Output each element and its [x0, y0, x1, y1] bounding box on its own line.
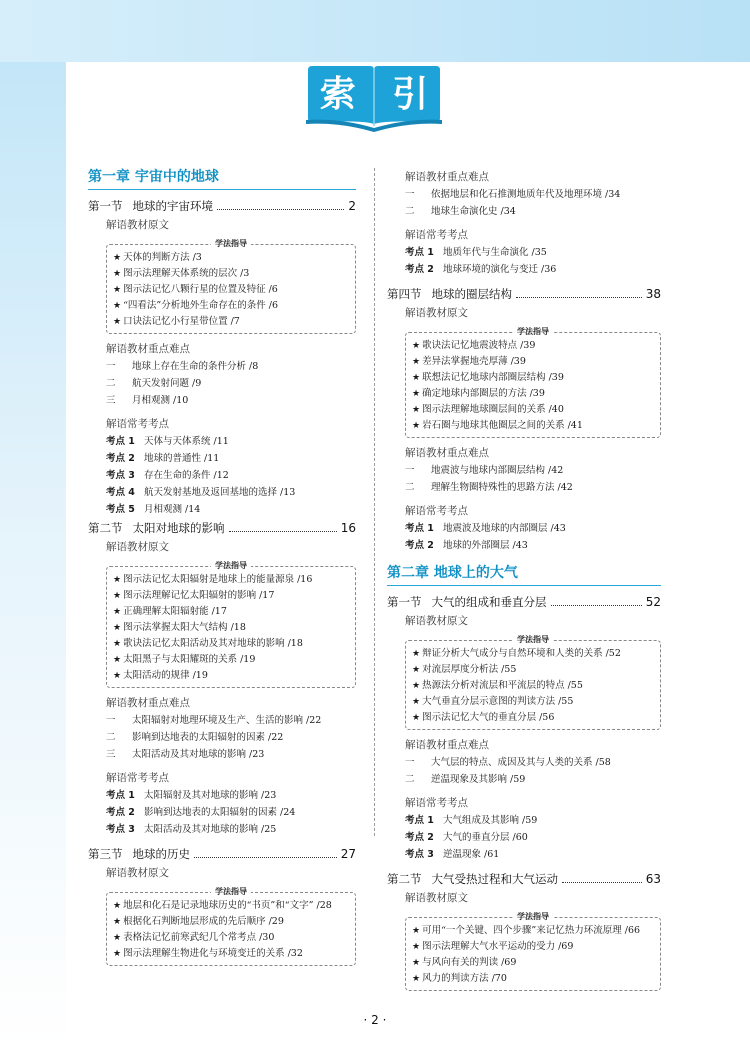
- entry-index: 一: [405, 465, 415, 476]
- entry-text: 逆温现象及其影响 /59: [431, 774, 526, 785]
- guide-item-text: 图示法掌握太阳大气结构 /18: [123, 622, 246, 633]
- guide-item[interactable]: [412, 971, 654, 987]
- exam-point-entry[interactable]: [88, 433, 356, 450]
- method-guide-box: [106, 239, 356, 334]
- exam-point-entry[interactable]: [88, 484, 356, 501]
- star-icon: ★: [412, 974, 421, 984]
- entry-text: 地震波与地球内部圈层结构 /42: [431, 465, 564, 476]
- entry-text: 依据地层和化石推测地质年代及地理环境 /34: [431, 189, 621, 200]
- entry-text: 太阳辐射对地理环境及生产、生活的影响 /22: [132, 715, 322, 726]
- leader-dots: [562, 882, 642, 883]
- entry-text: 大气的垂直分层 /60: [443, 832, 528, 843]
- subheading: 解语教材重点难点: [106, 343, 190, 355]
- star-icon: ★: [113, 317, 122, 327]
- subheading: 解语教材原文: [106, 867, 169, 879]
- entry-text: 太阳辐射及其对地球的影响 /23: [144, 790, 277, 801]
- entry-text: 理解生物圈特殊性的思路方法 /42: [431, 482, 573, 493]
- subheading: 解语教材重点难点: [405, 171, 489, 183]
- guide-item-text: 太阳活动的规律 /19: [123, 670, 208, 681]
- column-divider: [374, 168, 375, 836]
- entry-text: 太阳活动及其对地球的影响 /25: [144, 824, 277, 835]
- guide-item-text: 歌诀法记忆地震波特点 /39: [422, 340, 536, 351]
- guide-item-text: 风力的判读方法 /70: [422, 973, 507, 984]
- guide-item-text: 根据化石判断地层形成的先后顺序 /29: [123, 916, 284, 927]
- exam-point-label: 考点 2: [405, 264, 434, 275]
- entry-index: 三: [106, 395, 116, 406]
- exam-point-label: 考点 1: [405, 247, 434, 258]
- entry-text: 月相观测 /10: [132, 395, 189, 406]
- guide-item-text: 口诀法记忆小行星带位置 /7: [123, 316, 240, 327]
- leader-dots: [551, 605, 642, 606]
- section-entry[interactable]: [88, 844, 356, 864]
- guide-item-text: 差异法掌握地壳厚薄 /39: [422, 356, 526, 367]
- exam-point-label: 考点 2: [405, 540, 434, 551]
- exam-point-label: 考点 2: [106, 453, 135, 464]
- leader-dots: [217, 209, 344, 210]
- exam-point-entry[interactable]: [88, 501, 356, 518]
- exam-point-entry[interactable]: [387, 537, 661, 554]
- exam-point-label: 考点 2: [405, 832, 434, 843]
- section-number: 第一节: [88, 199, 123, 213]
- section-name: 地球的历史: [132, 847, 190, 861]
- star-icon: ★: [113, 901, 122, 911]
- subheading: 解语教材原文: [106, 219, 169, 231]
- key-point-entry[interactable]: [88, 358, 356, 375]
- entry-text: 地球上存在生命的条件分析 /8: [132, 361, 259, 372]
- exam-point-entry[interactable]: [387, 812, 661, 829]
- star-icon: ★: [412, 373, 421, 383]
- star-icon: ★: [412, 942, 421, 952]
- entry-text: 地质年代与生命演化 /35: [443, 247, 547, 258]
- entry-text: 影响到达地表的太阳辐射的因素 /24: [144, 807, 296, 818]
- section-entry[interactable]: [387, 592, 661, 612]
- section-page: 63: [645, 872, 661, 886]
- guide-item[interactable]: [113, 266, 349, 282]
- star-icon: ★: [412, 649, 421, 659]
- subheading: 解语教材原文: [405, 892, 468, 904]
- guide-item[interactable]: [113, 946, 349, 962]
- key-point-entry[interactable]: [387, 203, 661, 220]
- star-icon: ★: [113, 655, 122, 665]
- subheading: 解语常考考点: [405, 797, 468, 809]
- guide-item-text: 歌诀法记忆太阳活动及其对地球的影响 /18: [123, 638, 303, 649]
- guide-item[interactable]: [113, 620, 349, 636]
- guide-item[interactable]: [412, 354, 654, 370]
- leader-dots: [516, 297, 642, 298]
- guide-item[interactable]: [412, 402, 654, 418]
- star-icon: ★: [412, 389, 421, 399]
- section-title: [387, 869, 558, 889]
- star-icon: ★: [113, 591, 122, 601]
- guide-item-text: 热源法分析对流层和平流层的特点 /55: [422, 680, 583, 691]
- guide-item-text: 地层和化石是记录地球历史的“书页”和“文字” /28: [123, 900, 332, 911]
- guide-item-text: 正确理解太阳辐射能 /17: [123, 606, 227, 617]
- exam-point-label: 考点 1: [106, 790, 135, 801]
- subheading: 解语教材重点难点: [106, 697, 190, 709]
- guide-item-text: 可用“一个关键、四个步骤”来记忆热力环流原理 /66: [422, 925, 641, 936]
- method-guide-box: [405, 912, 661, 991]
- key-point-entry[interactable]: [387, 462, 661, 479]
- star-icon: ★: [113, 253, 122, 263]
- leader-dots: [194, 857, 337, 858]
- exam-point-label: 考点 2: [106, 807, 135, 818]
- entry-text: 太阳活动及其对地球的影响 /23: [132, 749, 265, 760]
- guide-item[interactable]: [412, 678, 654, 694]
- method-guide-tag: 学法指导: [513, 634, 553, 646]
- subheading: 解语教材原文: [106, 541, 169, 553]
- key-point-entry[interactable]: [88, 712, 356, 729]
- guide-item[interactable]: [113, 282, 349, 298]
- guide-item[interactable]: [113, 652, 349, 668]
- entry-index: 二: [106, 378, 116, 389]
- method-guide-tag: 学法指导: [513, 911, 553, 923]
- entry-text: 航天发射问题 /9: [132, 378, 202, 389]
- entry-text: 大气层的特点、成因及其与人类的关系 /58: [431, 757, 611, 768]
- entry-index: 三: [106, 749, 116, 760]
- section-page: 38: [645, 287, 661, 301]
- star-icon: ★: [412, 697, 421, 707]
- star-icon: ★: [412, 958, 421, 968]
- guide-item[interactable]: [113, 898, 349, 914]
- section-name: 地球的圈层结构: [431, 287, 512, 301]
- guide-item[interactable]: [412, 694, 654, 710]
- star-icon: ★: [113, 639, 122, 649]
- guide-item[interactable]: [113, 636, 349, 652]
- star-icon: ★: [113, 269, 122, 279]
- star-icon: ★: [113, 607, 122, 617]
- subheading: 解语常考考点: [106, 418, 169, 430]
- title-banner: [304, 62, 444, 132]
- section-title: [387, 592, 547, 612]
- method-guide-box: [106, 561, 356, 688]
- section-number: 第二节: [387, 872, 422, 886]
- star-icon: ★: [113, 623, 122, 633]
- guide-item[interactable]: [412, 939, 654, 955]
- entry-index: 二: [405, 482, 415, 493]
- exam-point-label: 考点 1: [405, 815, 434, 826]
- entry-text: 航天发射基地及返回基地的选择 /13: [144, 487, 296, 498]
- method-guide-tag: 学法指导: [211, 560, 251, 572]
- entry-index: 二: [405, 206, 415, 217]
- guide-item-text: 图示法理解生物进化与环境变迁的关系 /32: [123, 948, 303, 959]
- entry-index: 一: [405, 189, 415, 200]
- exam-point-label: 考点 3: [106, 470, 135, 481]
- exam-point-entry[interactable]: [387, 520, 661, 537]
- guide-item-text: 图示法记忆八颗行星的位置及特征 /6: [123, 284, 278, 295]
- guide-item[interactable]: [412, 955, 654, 971]
- guide-item-text: 图示法理解大气水平运动的受力 /69: [422, 941, 574, 952]
- guide-item[interactable]: [113, 250, 349, 266]
- section-name: 大气的组成和垂直分层: [431, 595, 547, 609]
- leader-dots: [229, 531, 337, 532]
- section-number: 第四节: [387, 287, 422, 301]
- guide-item-text: 图示法理解记忆太阳辐射的影响 /17: [123, 590, 275, 601]
- key-point-entry[interactable]: [387, 186, 661, 203]
- entry-text: 逆温现象 /61: [443, 849, 500, 860]
- guide-item-text: 图示法理解天体系统的层次 /3: [123, 268, 250, 279]
- exam-point-entry[interactable]: [387, 829, 661, 846]
- guide-item-text: 联想法记忆地球内部圈层结构 /39: [422, 372, 564, 383]
- section-number: 第二节: [88, 521, 123, 535]
- star-icon: ★: [113, 933, 122, 943]
- star-icon: ★: [412, 341, 421, 351]
- subheading: 解语教材重点难点: [405, 739, 489, 751]
- chapter-heading: 第二章 地球上的大气: [387, 564, 661, 586]
- guide-item[interactable]: [113, 930, 349, 946]
- section-name: 地球的宇宙环境: [132, 199, 213, 213]
- key-point-entry[interactable]: [387, 754, 661, 771]
- section-page: 27: [340, 847, 356, 861]
- exam-point-entry[interactable]: [88, 467, 356, 484]
- guide-item-text: 与风向有关的判读 /69: [422, 957, 517, 968]
- entry-text: 地球环境的演化与变迁 /36: [443, 264, 557, 275]
- section-number: 第三节: [88, 847, 123, 861]
- method-guide-tag: 学法指导: [211, 886, 251, 898]
- entry-text: 大气组成及其影响 /59: [443, 815, 538, 826]
- exam-point-label: 考点 1: [405, 523, 434, 534]
- key-point-entry[interactable]: [387, 479, 661, 496]
- guide-item-text: 对流层厚度分析法 /55: [422, 664, 517, 675]
- guide-item[interactable]: [113, 314, 349, 330]
- section-entry[interactable]: [387, 284, 661, 304]
- star-icon: ★: [113, 949, 122, 959]
- entry-text: 月相观测 /14: [144, 504, 201, 515]
- subheading: 解语教材原文: [405, 615, 468, 627]
- entry-index: 一: [106, 715, 116, 726]
- exam-point-label: 考点 1: [106, 436, 135, 447]
- star-icon: ★: [113, 301, 122, 311]
- star-icon: ★: [412, 713, 421, 723]
- entry-text: 地震波及地球的内部圈层 /43: [443, 523, 566, 534]
- star-icon: ★: [412, 405, 421, 415]
- section-title: [88, 844, 190, 864]
- guide-item[interactable]: [113, 588, 349, 604]
- section-page: 16: [340, 521, 356, 535]
- subheading: 解语教材原文: [405, 307, 468, 319]
- section-page: 2: [348, 199, 356, 213]
- section-name: 太阳对地球的影响: [132, 521, 225, 535]
- exam-point-entry[interactable]: [387, 261, 661, 278]
- guide-item-text: 图示法记忆太阳辐射是地球上的能量源泉 /16: [123, 574, 313, 585]
- guide-item-text: 确定地球内部圈层的方法 /39: [422, 388, 545, 399]
- subheading: 解语常考考点: [106, 772, 169, 784]
- subheading: 解语常考考点: [405, 229, 468, 241]
- star-icon: ★: [412, 357, 421, 367]
- header-band: [0, 0, 750, 62]
- section-name: 大气受热过程和大气运动: [431, 872, 558, 886]
- guide-item[interactable]: [412, 923, 654, 939]
- chapter-heading: 第一章 宇宙中的地球: [88, 168, 356, 190]
- guide-item[interactable]: [412, 662, 654, 678]
- entry-index: 二: [405, 774, 415, 785]
- guide-item-text: 图示法理解地球圈层间的关系 /40: [422, 404, 564, 415]
- guide-item-text: 图示法记忆大气的垂直分层 /56: [422, 712, 555, 723]
- exam-point-label: 考点 3: [405, 849, 434, 860]
- star-icon: ★: [412, 421, 421, 431]
- guide-item-text: 岩石圈与地球其他圈层之间的关系 /41: [422, 420, 583, 431]
- exam-point-label: 考点 3: [106, 824, 135, 835]
- exam-point-entry[interactable]: [88, 821, 356, 838]
- guide-item-text: 辩证分析大气成分与自然环境和人类的关系 /52: [422, 648, 621, 659]
- star-icon: ★: [113, 285, 122, 295]
- guide-item[interactable]: [113, 668, 349, 684]
- key-point-entry[interactable]: [88, 375, 356, 392]
- section-entry[interactable]: [88, 518, 356, 538]
- exam-point-entry[interactable]: [88, 804, 356, 821]
- entry-text: 地球的外部圈层 /43: [443, 540, 528, 551]
- guide-item[interactable]: [113, 914, 349, 930]
- guide-item-text: 表格法记忆前寒武纪几个常考点 /30: [123, 932, 275, 943]
- guide-item-text: 太阳黑子与太阳耀斑的关系 /19: [123, 654, 256, 665]
- star-icon: ★: [113, 575, 122, 585]
- guide-item[interactable]: [113, 298, 349, 314]
- star-icon: ★: [113, 671, 122, 681]
- guide-item-text: 天体的判断方法 /3: [123, 252, 202, 263]
- section-title: [88, 518, 225, 538]
- star-icon: ★: [412, 926, 421, 936]
- exam-point-entry[interactable]: [387, 846, 661, 863]
- entry-index: 一: [405, 757, 415, 768]
- star-icon: ★: [113, 917, 122, 927]
- entry-index: 二: [106, 732, 116, 743]
- guide-item[interactable]: [113, 604, 349, 620]
- entry-text: 存在生命的条件 /12: [144, 470, 229, 481]
- left-column: [88, 168, 356, 972]
- section-page: 52: [645, 595, 661, 609]
- section-entry[interactable]: [88, 196, 356, 216]
- spacer: [387, 554, 661, 564]
- exam-point-entry[interactable]: [387, 244, 661, 261]
- entry-text: 地球生命演化史 /34: [431, 206, 516, 217]
- entry-text: 影响到达地表的太阳辐射的因素 /22: [132, 732, 284, 743]
- side-band: [0, 62, 66, 1049]
- guide-item[interactable]: [412, 646, 654, 662]
- subheading: 解语常考考点: [405, 505, 468, 517]
- right-column: [387, 168, 661, 997]
- index-title: 索 引: [319, 74, 441, 115]
- guide-item[interactable]: [412, 386, 654, 402]
- entry-text: 天体与天体系统 /11: [144, 436, 229, 447]
- method-guide-tag: 学法指导: [211, 238, 251, 250]
- guide-item-text: 大气垂直分层示意图的判读方法 /55: [422, 696, 574, 707]
- key-point-entry[interactable]: [88, 746, 356, 763]
- guide-item[interactable]: [412, 370, 654, 386]
- method-guide-box: [405, 635, 661, 730]
- section-number: 第一节: [387, 595, 422, 609]
- section-title: [387, 284, 512, 304]
- method-guide-box: [106, 887, 356, 966]
- guide-item[interactable]: [412, 710, 654, 726]
- key-point-entry[interactable]: [387, 771, 661, 788]
- key-point-entry[interactable]: [88, 729, 356, 746]
- exam-point-entry[interactable]: [88, 787, 356, 804]
- guide-item[interactable]: [412, 418, 654, 434]
- guide-item[interactable]: [412, 338, 654, 354]
- guide-item-text: “四看法”分析地外生命存在的条件 /6: [123, 300, 279, 311]
- star-icon: ★: [412, 681, 421, 691]
- section-entry[interactable]: [387, 869, 661, 889]
- exam-point-label: 考点 4: [106, 487, 135, 498]
- guide-item[interactable]: [113, 572, 349, 588]
- entry-text: 地球的普通性 /11: [144, 453, 220, 464]
- method-guide-box: [405, 327, 661, 438]
- star-icon: ★: [412, 665, 421, 675]
- key-point-entry[interactable]: [88, 392, 356, 409]
- entry-index: 一: [106, 361, 116, 372]
- exam-point-label: 考点 5: [106, 504, 135, 515]
- section-title: [88, 196, 213, 216]
- page-number: · 2 ·: [363, 1013, 387, 1027]
- subheading: 解语教材重点难点: [405, 447, 489, 459]
- exam-point-entry[interactable]: [88, 450, 356, 467]
- method-guide-tag: 学法指导: [513, 326, 553, 338]
